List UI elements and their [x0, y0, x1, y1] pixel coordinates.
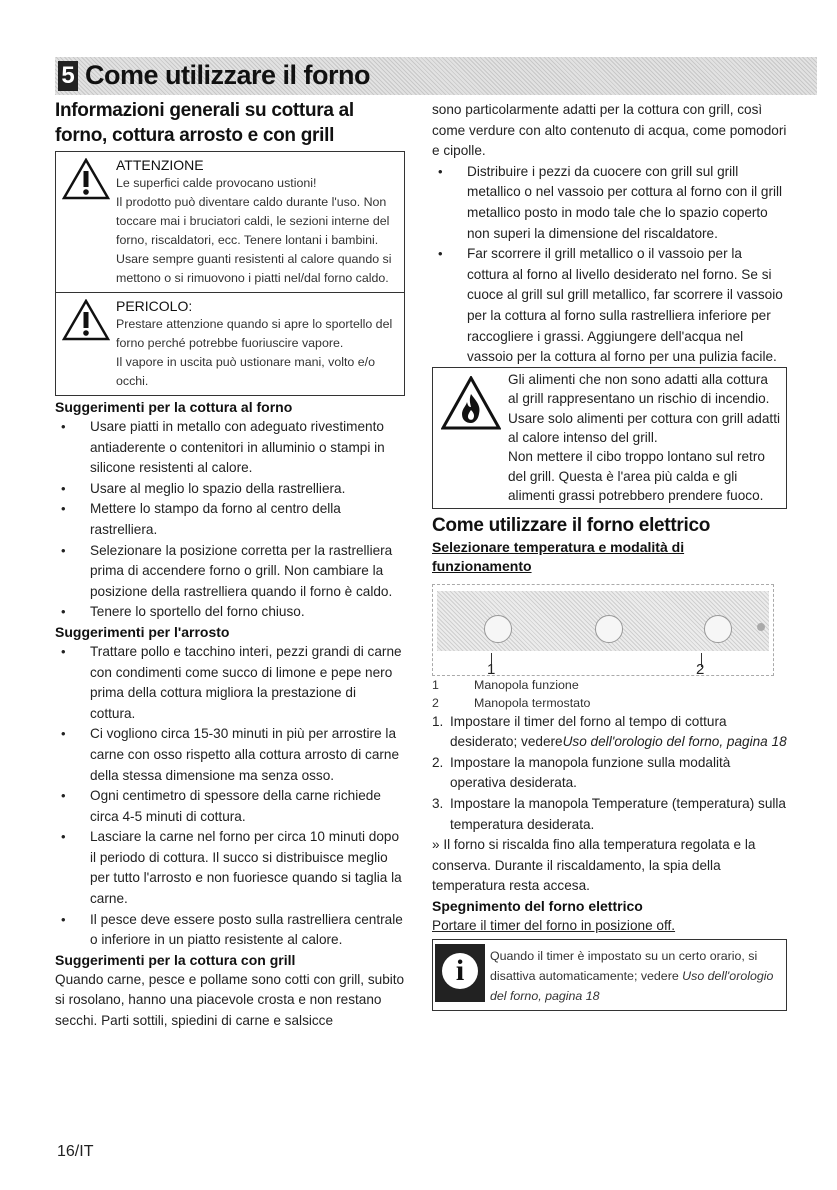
list-item: • Mettere lo stampo da forno al centro della rastrelliera. [55, 499, 405, 540]
subsection-title: Selezionare temperatura e modalità di funzionamento [432, 538, 685, 574]
indicator-light [757, 623, 765, 631]
list-item: • Trattare pollo e tacchino interi, pezzi grandi di carne con condimenti come succo di limone e pepe nero prima della cottura migliora la prestazione di cottura. [55, 642, 405, 724]
cross-reference: Uso dell'orologio del forno, pagina 18 [562, 734, 787, 750]
subsection-title: Suggerimenti per la cottura al forno [55, 399, 293, 415]
fire-warning-icon [441, 376, 501, 430]
fire-warning-text: Non mettere il cibo troppo lontano sul retro del grill. Questa è l'area più calda e gli alimenti grassi potrebbero prendere fuoco. [508, 449, 765, 504]
subsection-title: Spegnimento del forno elettrico [432, 897, 643, 914]
step-item: 1. Impostare il timer del forno al tempo di cottura desiderato; vedereUso dell'orologio del forno, pagina 18 [432, 713, 787, 750]
grill-tips-list [432, 162, 787, 368]
function-knob [484, 615, 512, 643]
fire-warning-box [432, 367, 787, 509]
attenzione-line: Il prodotto può diventare caldo durante l'uso. Non toccare mai i bruciatori caldi, le sezioni interne del forno, riscaldatori, ecc. Tenere lontani i bambini. [116, 195, 390, 247]
attenzione-line: Usare sempre guanti resistenti al calore quando si mettono o si rimuovono i piatti nel/dal forno caldo. [116, 252, 392, 285]
chapter-title: Come utilizzare il forno [85, 60, 371, 90]
legend-item: 1 Manopola funzione [432, 677, 579, 692]
thermostat-knob [704, 615, 732, 643]
attenzione-title: ATTENZIONE [116, 157, 204, 173]
roast-tips-list [55, 642, 405, 951]
list-item: • Distribuire i pezzi da cuocere con grill sul grill metallico o nel vassoio per cottura al forno con il grill metallico posto in modo tale che lo spazio coperto non superi la dimensione del riscaldatore. [432, 162, 787, 244]
warning-icon [62, 299, 110, 341]
steps-list [432, 712, 787, 836]
section-heading: Informazioni generali su cottura al forno, cottura arrosto e con grill [55, 100, 354, 146]
list-item: • Ci vogliono circa 15-30 minuti in più per arrostire la carne con osso rispetto alla cottura arrosto di carne della stessa dimensione ma senza osso. [55, 724, 405, 786]
page-number: 16/IT [57, 1143, 94, 1160]
cross-reference: Uso dell'orologio del forno, pagina 18 [490, 968, 774, 1003]
thermostat-knob-area [595, 615, 623, 643]
chapter-banner [55, 57, 817, 95]
list-item: • Far scorrere il grill metallico o il vassoio per la cottura al forno al livello desiderato nel forno. Se si cuoce al grill sul grill metallico, far scorrere il vassoio per la cottura al forno sulla rastrelliera inferiore per raccogliere i grassi. Aggiungere dell'acqua nel vassoio per la cottura al forno per una pulizia facile. [432, 244, 787, 368]
pericolo-line: Il vapore in uscita può ustionare mani, volto e/o occhi. [116, 355, 375, 388]
result-text: » Il forno si riscalda fino alla temperatura regolata e la conserva. Durante il riscaldamento, la spia della temperatura resta accesa. [432, 837, 756, 894]
paragraph: sono particolarmente adatti per la cottura con grill, così come verdure con alto contenuto di acqua, come pomodori e cipolle. [432, 102, 787, 159]
pericolo-block [56, 292, 404, 395]
fire-warning-text: Gli alimenti che non sono adatti alla cottura al grill rappresentano un rischio di incendio. Usare solo alimenti per cottura con grill adatti al calore intenso del grill. [508, 371, 781, 445]
info-text: Quando il timer è impostato su un certo orario, si disattiva automaticamente; vedere Uso dell'orologio del forno, pagina 18 [490, 948, 774, 1003]
list-item: • Ogni centimetro di spessore della carne richiede circa 4-5 minuti di cottura. [55, 786, 405, 827]
pericolo-title: PERICOLO: [116, 298, 193, 314]
control-panel-figure [432, 584, 774, 676]
right-column [432, 100, 787, 1011]
left-column [55, 98, 405, 1032]
callout-label: 1 [487, 660, 496, 678]
attenzione-block [56, 152, 404, 292]
paragraph: Quando carne, pesce e pollame sono cotti con grill, subito si rosolano, hanno una piacevole crosta e non restano secchi. Parti sottili, spiedini di carne e salsicce [55, 971, 405, 1029]
step-item: 2. Impostare la manopola funzione sulla modalità operativa desiderata. [432, 754, 731, 791]
control-panel [437, 591, 769, 651]
list-item: • Usare al meglio lo spazio della rastrelliera. [55, 479, 405, 500]
subsection-title: Suggerimenti per la cottura con grill [55, 951, 296, 968]
legend-item: 2 Manopola termostato [432, 695, 591, 710]
list-item: • Il pesce deve essere posto sulla rastrelliera centrale o inferiore in un piatto resistente al calore. [55, 910, 405, 951]
subsection-title: Suggerimenti per l'arrosto [55, 623, 230, 640]
list-item: • Lasciare la carne nel forno per circa 10 minuti dopo il periodo di cottura. Il succo si distribuisce meglio per tutto l'arrosto e non fuoriesce quando si taglia la carne. [55, 827, 405, 909]
baking-tips-list [55, 417, 405, 623]
legend [432, 676, 787, 712]
step-item: 3. Impostare la manopola Temperature (temperatura) sulla temperatura desiderata. [432, 795, 786, 832]
chapter-number: 5 [58, 61, 78, 91]
callout-label: 2 [696, 660, 705, 678]
section-heading: Come utilizzare il forno elettrico [432, 514, 711, 536]
info-icon: i [435, 944, 485, 1002]
list-item: • Usare piatti in metallo con adeguato rivestimento antiaderente o contenitori in alluminio o stampi in silicone resistenti al calore. [55, 417, 405, 479]
warning-icon [62, 158, 110, 200]
list-item: • Tenere lo sportello del forno chiuso. [55, 602, 405, 623]
attenzione-line: Le superfici calde provocano ustioni! [116, 176, 317, 190]
list-item: • Selezionare la posizione corretta per la rastrelliera prima di accendere forno o grill. Non cambiare la posizione della rastrelliera quando il forno è caldo. [55, 541, 405, 603]
info-box [432, 939, 787, 1011]
warning-box [55, 151, 405, 396]
pericolo-line: Prestare attenzione quando si apre lo sportello del forno perché potrebbe fuoriuscire vapore. [116, 317, 393, 350]
paragraph: Portare il timer del forno in posizione off. [432, 917, 676, 933]
